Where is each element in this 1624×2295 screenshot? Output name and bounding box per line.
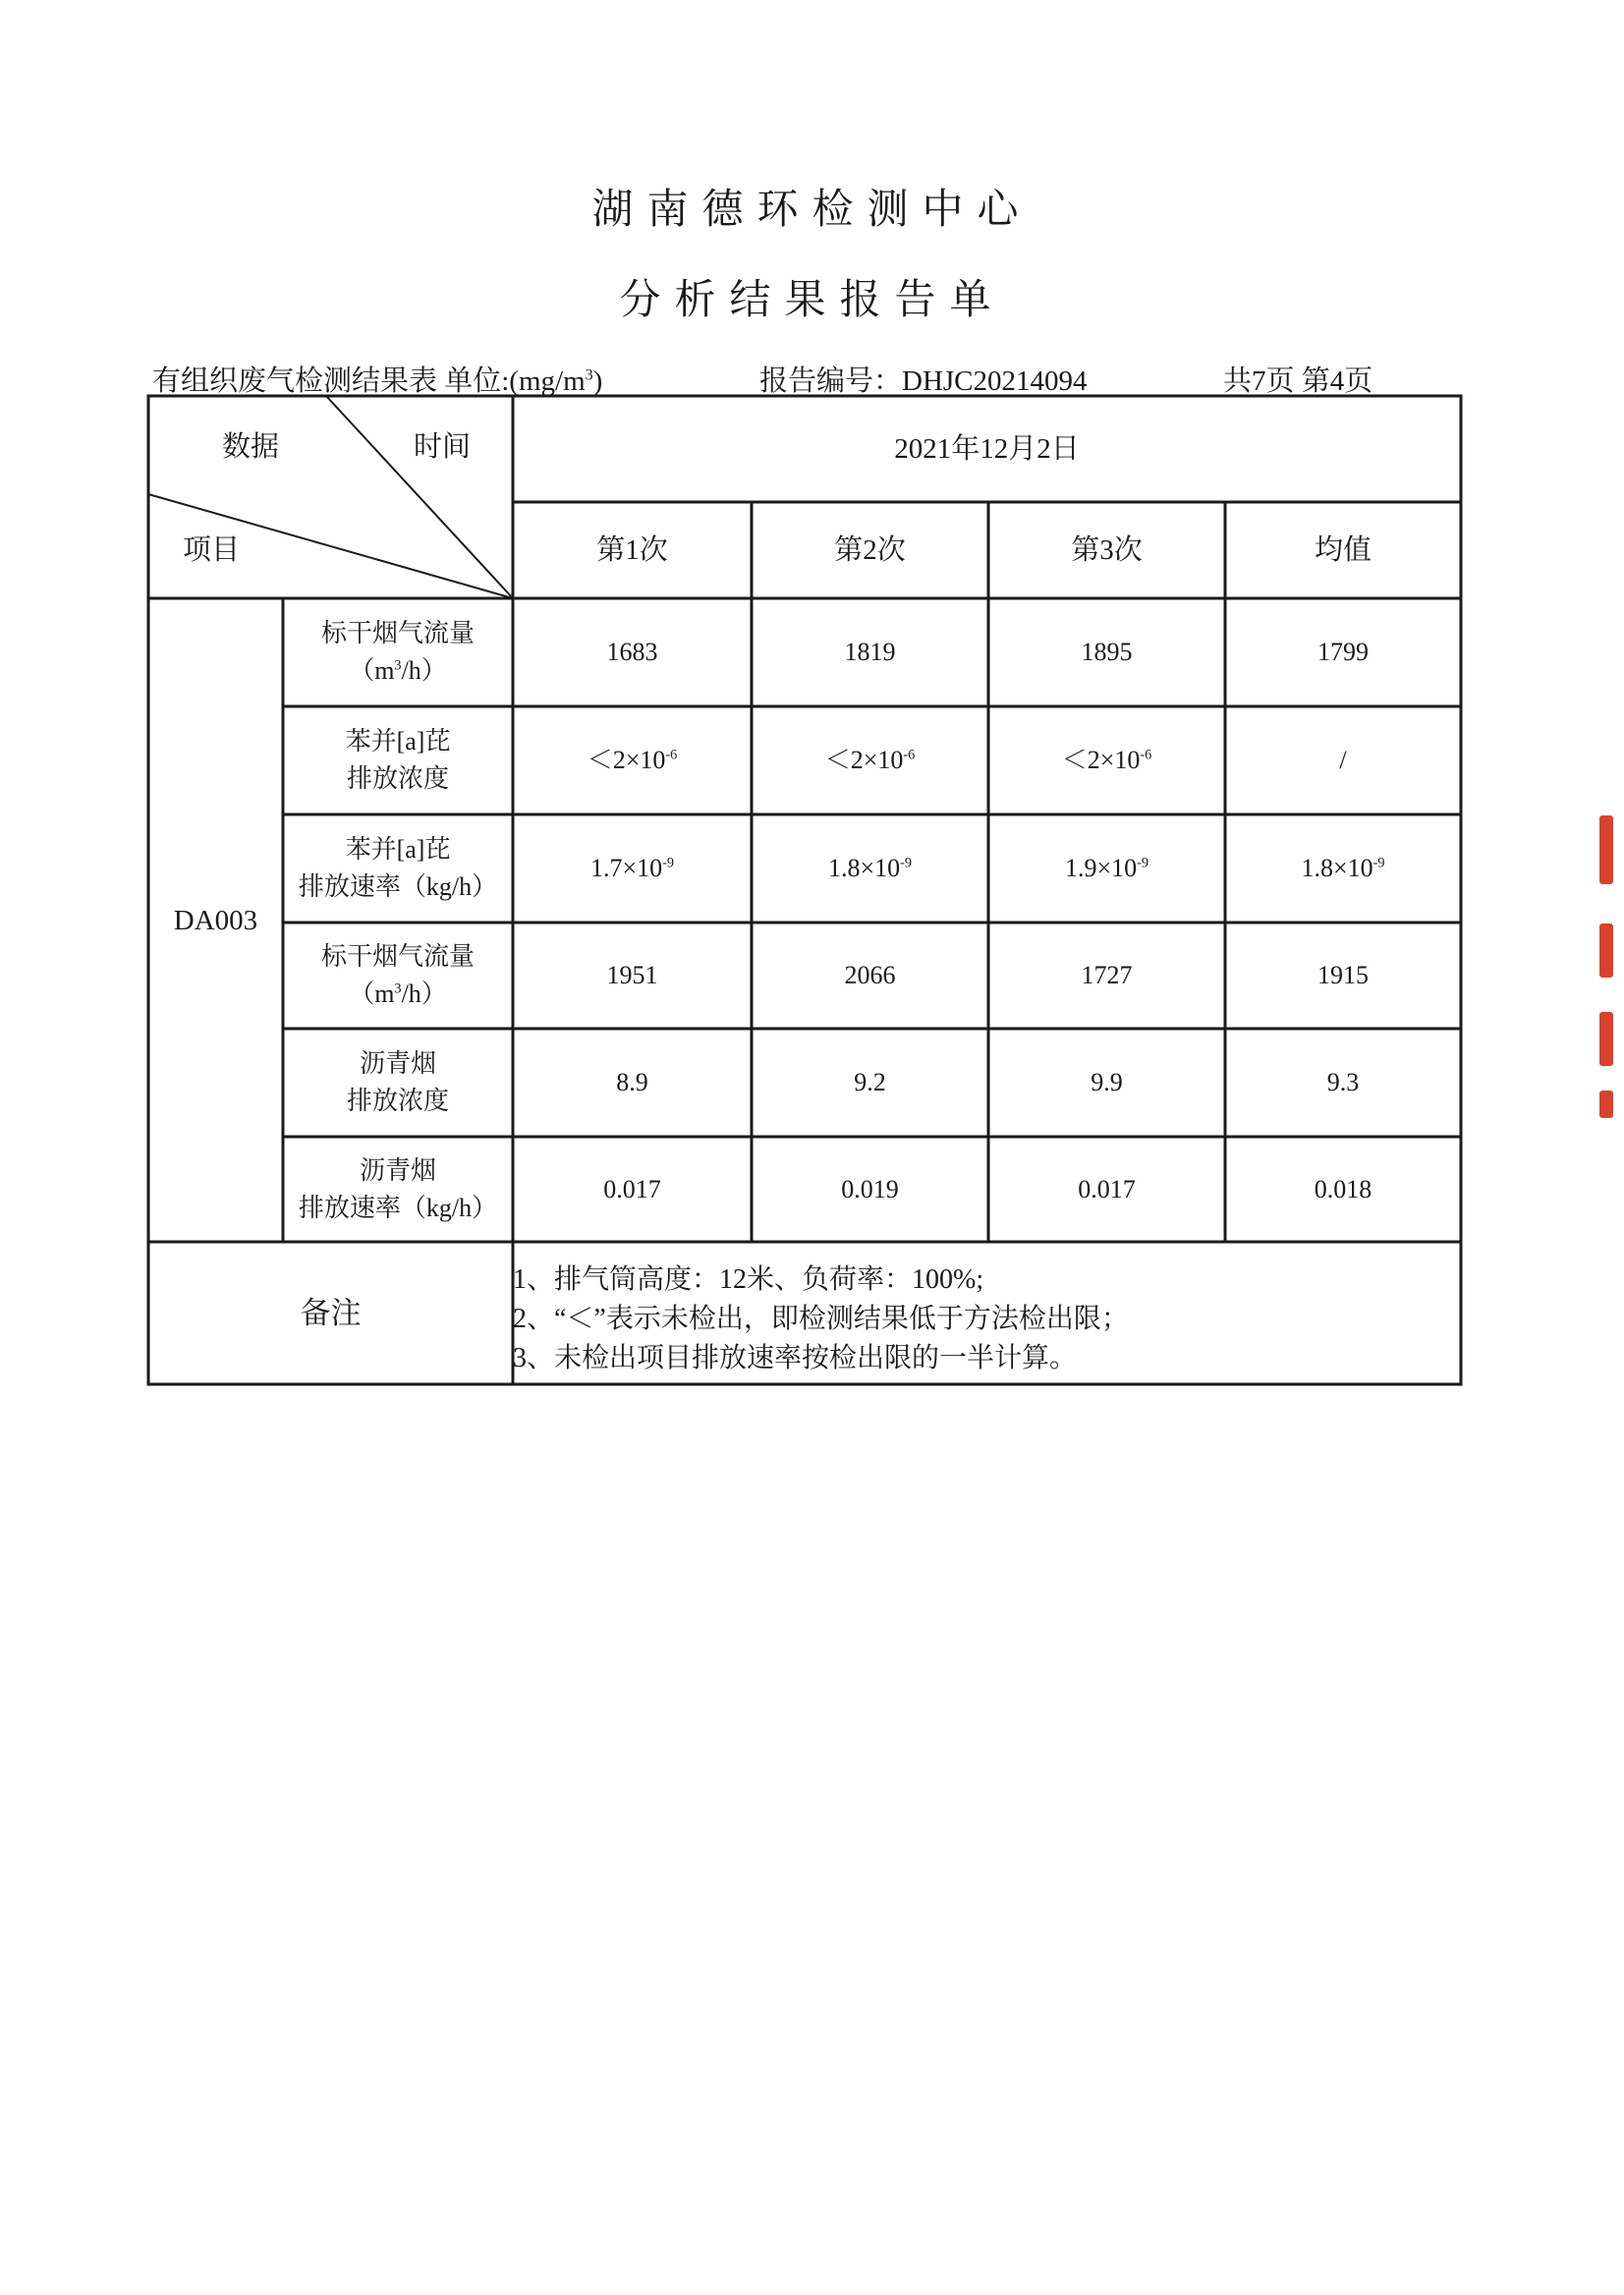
column-header: 第3次 [1071, 534, 1143, 566]
data-cell: 0.019 [841, 1174, 899, 1203]
data-cell: $<2\times 10^{-6}$ [1061, 746, 1152, 774]
data-cell: 9.3 [1326, 1068, 1360, 1096]
remark-item: 3、未检出项目排放速率按检出限的一半计算。 [513, 1343, 1078, 1373]
remark-item: 2、“＜”表示未检出，即检测结果低于方法检出限； [513, 1304, 1129, 1334]
data-cell: $<2\times 10^{-6}$ [824, 746, 916, 774]
seal-stamp-fragment [1599, 815, 1613, 884]
data-cell: $1.8\times 10^{-9}$ [1301, 854, 1385, 882]
row-label: 苯并[a]芘 排放浓度 [345, 727, 451, 793]
data-cell: 0.017 [1078, 1174, 1136, 1203]
corner-item-label: 项目 [182, 534, 240, 566]
data-cell: 1915 [1317, 961, 1369, 989]
seal-stamp-fragment [1599, 924, 1613, 978]
seal-stamp-fragment [1599, 1091, 1613, 1118]
column-header: 第1次 [596, 534, 668, 566]
date-header: 2021年12月2日 [894, 433, 1080, 465]
remark-item: 1、排气筒高度：12米、负荷率：100%; [513, 1264, 984, 1295]
page-count: 共7页 第4页 [1223, 365, 1373, 397]
column-header: 均值 [1314, 534, 1372, 566]
column-header: 第2次 [834, 534, 906, 566]
data-cell: 2066 [844, 961, 896, 989]
row-label: 标干烟气流量 $(m^3/h)$ [320, 619, 475, 685]
document-title: 湖南德环检测中心 [591, 185, 1033, 233]
data-cell: 1683 [606, 638, 658, 666]
data-cell: $1.8\times 10^{-9}$ [827, 854, 913, 882]
report-number: 报告编号：DHJC20214094 [759, 365, 1088, 397]
data-cell: 0.017 [603, 1174, 661, 1203]
outlet-label: DA003 [173, 904, 258, 936]
table-caption: 有组织废气检测结果表 单位$:(mg/m^3)$ [152, 365, 603, 397]
data-cell: 1799 [1317, 638, 1369, 666]
document-subtitle: 分析结果报告单 [619, 275, 1005, 323]
data-cell: 1819 [844, 638, 896, 666]
data-cell: $1.9\times 10^{-9}$ [1064, 854, 1149, 882]
data-cell: 1951 [606, 961, 658, 989]
row-label: 沥青烟 排放速率（kg/h） [298, 1155, 498, 1222]
data-cell: 1727 [1081, 961, 1133, 989]
remarks-label: 备注 [300, 1295, 362, 1330]
corner-data-label: 数据 [221, 431, 279, 463]
data-cell: 1895 [1081, 638, 1133, 666]
corner-time-label: 时间 [413, 431, 471, 463]
row-label: 沥青烟 排放浓度 [346, 1049, 449, 1115]
data-cell: 0.018 [1314, 1174, 1372, 1203]
seal-stamp-fragment [1599, 1012, 1613, 1066]
row-label: 苯并[a]芘 排放速率（kg/h） [298, 835, 498, 901]
data-cell: / [1339, 746, 1347, 774]
data-cell: $<2\times 10^{-6}$ [587, 746, 678, 774]
data-cell: 8.9 [616, 1068, 648, 1096]
data-cell: $1.7\times 10^{-9}$ [589, 854, 675, 882]
row-label: 标干烟气流量 $(m^3/h)$ [320, 942, 475, 1008]
data-cell: 9.9 [1091, 1068, 1123, 1096]
data-cell: 9.2 [854, 1068, 886, 1096]
